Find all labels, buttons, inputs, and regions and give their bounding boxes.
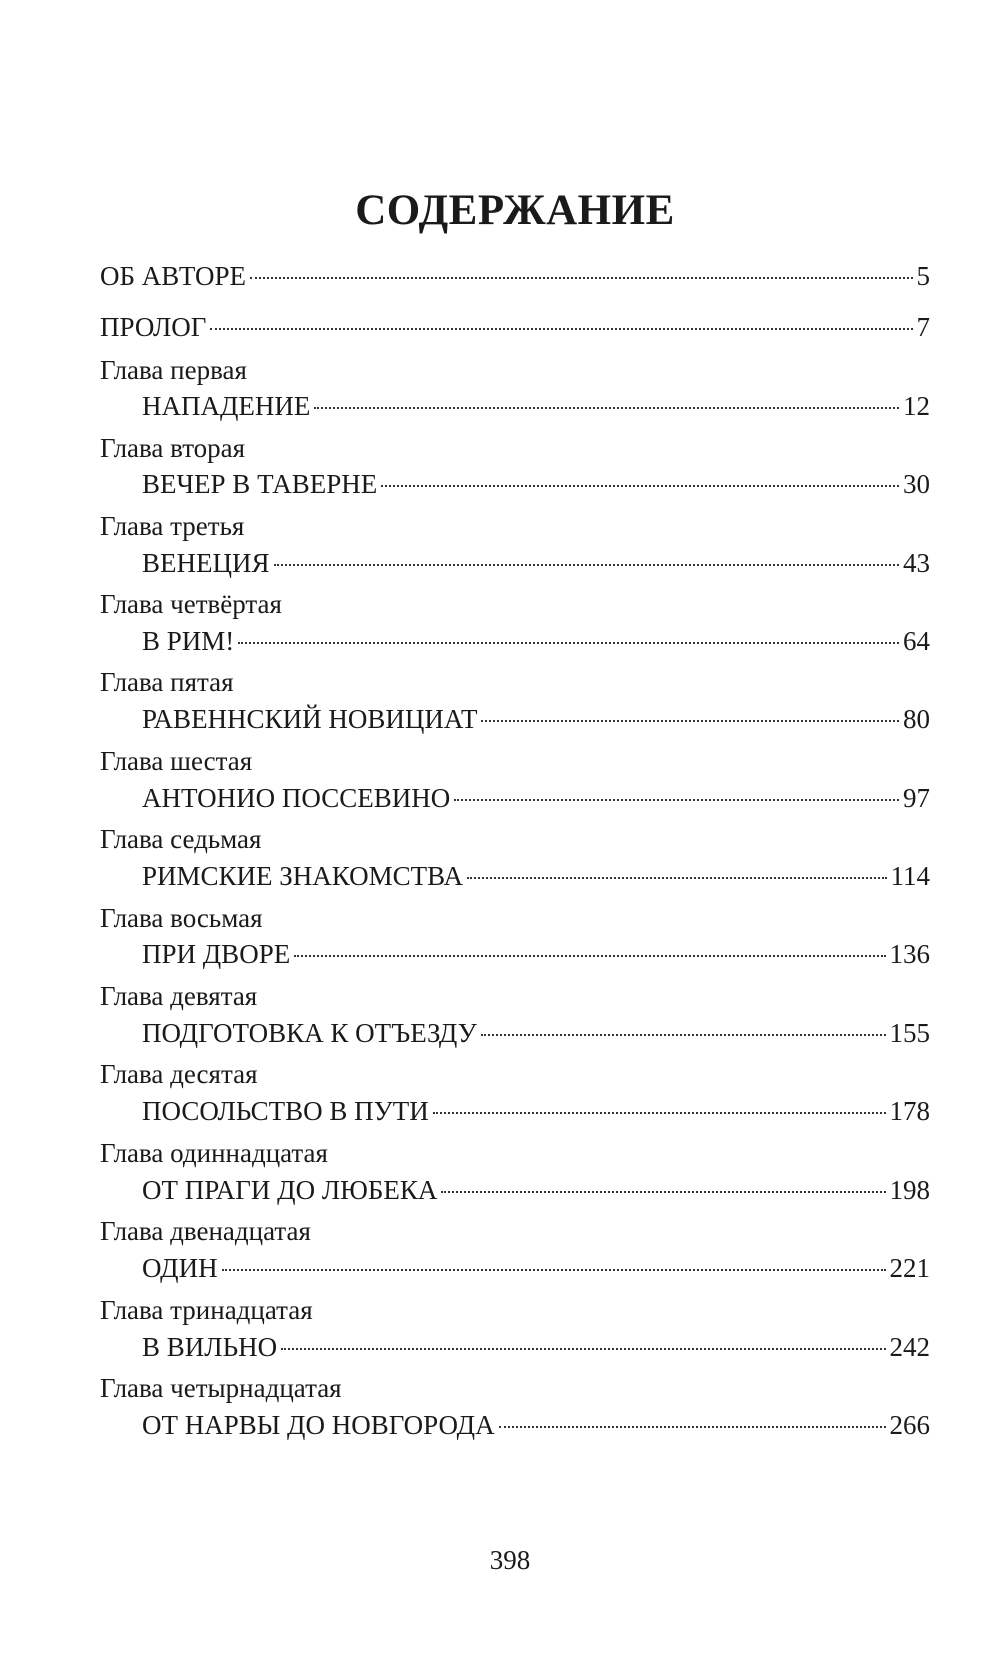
toc-entry-about-author	[100, 256, 930, 296]
dot-leader	[281, 1348, 885, 1350]
toc-entry-chapter	[142, 1405, 930, 1445]
toc-entry-title: В ВИЛЬНО	[142, 1332, 278, 1362]
toc-entry-chapter	[142, 1091, 930, 1131]
dot-leader	[454, 799, 899, 801]
toc-entry-title: НАПАДЕНИЕ	[142, 391, 311, 421]
dot-leader	[274, 564, 900, 566]
toc-entry-chapter	[142, 1327, 930, 1367]
toc-entry-page: 80	[903, 704, 930, 734]
toc-entry-title: РИМСКИЕ ЗНАКОМСТВА	[142, 861, 463, 891]
toc-entry-title: ВЕЧЕР В ТАВЕРНЕ	[142, 469, 378, 499]
toc-entry-chapter	[142, 699, 930, 739]
toc-entry-title: ПРОЛОГ	[100, 312, 207, 342]
toc-entry-chapter	[142, 1013, 930, 1053]
toc-entry-chapter	[142, 1248, 930, 1288]
toc-entry-page: 221	[889, 1253, 930, 1283]
toc-entry-title: ОДИН	[142, 1253, 218, 1283]
toc-entry-page: 5	[916, 261, 930, 291]
dot-leader	[481, 1034, 886, 1036]
toc-entry-chapter	[142, 778, 930, 818]
toc-entry-page: 64	[903, 626, 930, 656]
chapter-label: Глава пятая	[100, 667, 234, 697]
toc-entry-chapter	[142, 1170, 930, 1210]
chapter-label: Глава первая	[100, 355, 247, 385]
toc-entry-title: РАВЕННСКИЙ НОВИЦИАТ	[142, 704, 478, 734]
chapter-label: Глава десятая	[100, 1059, 258, 1089]
toc-entry-title: ПРИ ДВОРЕ	[142, 939, 291, 969]
dot-leader	[481, 720, 899, 722]
toc-entry-page: 43	[903, 548, 930, 578]
toc-entry-title: ВЕНЕЦИЯ	[142, 548, 270, 578]
toc-entry-title: В РИМ!	[142, 626, 235, 656]
dot-leader	[381, 485, 899, 487]
dot-leader	[467, 877, 887, 879]
toc-entry-page: 136	[889, 939, 930, 969]
toc-entry-page: 242	[889, 1332, 930, 1362]
dot-leader	[441, 1191, 885, 1193]
chapter-label: Глава вторая	[100, 433, 246, 463]
toc-entry-title: ОТ НАРВЫ ДО НОВГОРОДА	[142, 1410, 495, 1440]
toc-title: СОДЕРЖАНИЕ	[355, 187, 675, 234]
toc-entry-page: 97	[903, 783, 930, 813]
chapter-label: Глава двенадцатая	[100, 1216, 311, 1246]
toc-entry-chapter	[142, 621, 930, 661]
dot-leader	[294, 955, 885, 957]
toc-entry-title: АНТОНИО ПОССЕВИНО	[142, 783, 451, 813]
dot-leader	[499, 1426, 886, 1428]
toc-entry-page: 155	[889, 1018, 930, 1048]
toc-entry-page: 114	[890, 861, 930, 891]
chapter-label: Глава девятая	[100, 981, 258, 1011]
page-number: 398	[489, 1545, 531, 1575]
chapter-label: Глава седьмая	[100, 824, 262, 854]
dot-leader	[250, 277, 912, 279]
toc-entry-chapter	[142, 856, 930, 896]
dot-leader	[210, 328, 912, 330]
toc-entry-chapter	[142, 464, 930, 504]
toc-entry-page: 12	[903, 391, 930, 421]
toc-entry-page: 198	[889, 1175, 930, 1205]
dot-leader	[433, 1112, 886, 1114]
toc-entry-title: ОБ АВТОРЕ	[100, 261, 247, 291]
chapter-label: Глава четвёртая	[100, 589, 282, 619]
toc-entry-chapter	[142, 386, 930, 426]
toc-entry-title: ОТ ПРАГИ ДО ЛЮБЕКА	[142, 1175, 438, 1205]
toc-entry-page: 266	[889, 1410, 930, 1440]
toc-entry-page: 7	[916, 312, 930, 342]
toc-entry-title: ПОДГОТОВКА К ОТЪЕЗДУ	[142, 1018, 477, 1048]
toc-entry-chapter	[142, 543, 930, 583]
chapter-label: Глава восьмая	[100, 903, 263, 933]
toc-entry-prologue	[100, 307, 930, 347]
toc-entry-page: 178	[889, 1096, 930, 1126]
toc-entry-title: ПОСОЛЬСТВО В ПУТИ	[142, 1096, 429, 1126]
chapter-label: Глава тринадцатая	[100, 1295, 313, 1325]
toc-entry-page: 30	[903, 469, 930, 499]
chapter-label: Глава третья	[100, 511, 245, 541]
dot-leader	[238, 642, 899, 644]
toc-entry-chapter	[142, 934, 930, 974]
chapter-label: Глава четырнадцатая	[100, 1373, 342, 1403]
chapter-label: Глава одиннадцатая	[100, 1138, 328, 1168]
dot-leader	[222, 1269, 886, 1271]
chapter-label: Глава шестая	[100, 746, 253, 776]
dot-leader	[314, 407, 899, 409]
